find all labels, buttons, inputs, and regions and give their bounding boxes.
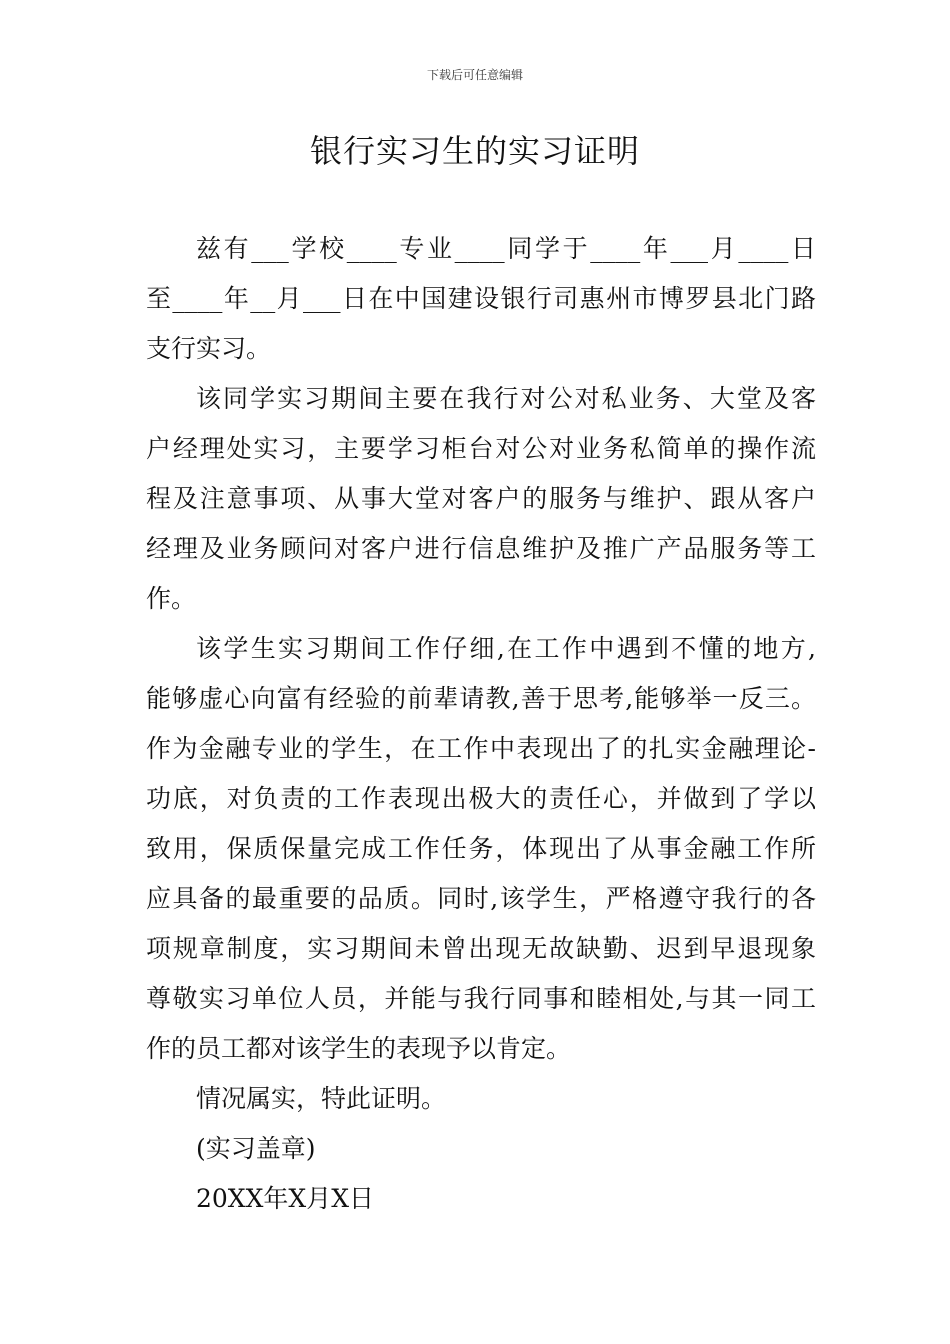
paragraph-evaluation [146,624,816,1074]
document-body [146,224,816,1224]
paragraph-intro [146,224,816,374]
text-line: 程及注意事项、从事大堂对客户的服务与维护、跟从客户 [146,484,816,513]
text-line: 作。 [146,584,197,613]
closing-statement: 情况属实，特此证明。 [196,1084,447,1113]
date-line: 20XX年X月X日 [196,1184,375,1213]
text-line: 应具备的最重要的品质。同时,该学生，严格遵守我行的各 [146,884,816,913]
text-line: 支行实习。 [146,334,272,363]
text-line: 作的员工都对该学生的表现予以肯定。 [146,1034,572,1063]
text-line: 作为金融专业的学生，在工作中表现出了的扎实金融理论- [146,734,816,763]
document-title: 银行实习生的实习证明 [309,132,640,170]
text-line: 致用，保质保量完成工作任务，体现出了从事金融工作所 [146,834,816,863]
text-line: 能够虚心向富有经验的前辈请教,善于思考,能够举一反三。 [146,684,816,713]
text-line: 功底，对负责的工作表现出极大的责任心，并做到了学以 [146,784,816,813]
text-line: 尊敬实习单位人员，并能与我行同事和睦相处,与其一同工 [146,984,816,1013]
text-line: 经理及业务顾问对客户进行信息维护及推广产品服务等工 [146,534,816,563]
text-line: 该同学实习期间主要在我行对公对私业务、大堂及客 [196,384,816,413]
text-line: 兹有___学校____专业____同学于____年___月____日 [196,234,816,263]
text-line: 该学生实习期间工作仔细,在工作中遇到不懂的地方, [196,634,816,663]
text-line: 项规章制度，实习期间未曾出现无故缺勤、迟到早退现象 [146,934,816,963]
seal-note: (实习盖章) [196,1134,316,1163]
header-note: 下载后可任意编辑 [426,68,523,82]
text-line: 至____年__月___日在中国建设银行司惠州市博罗县北门路 [146,284,816,313]
paragraph-duties [146,374,816,624]
text-line: 户经理处实习，主要学习柜台对公对业务私简单的操作流 [146,434,816,463]
